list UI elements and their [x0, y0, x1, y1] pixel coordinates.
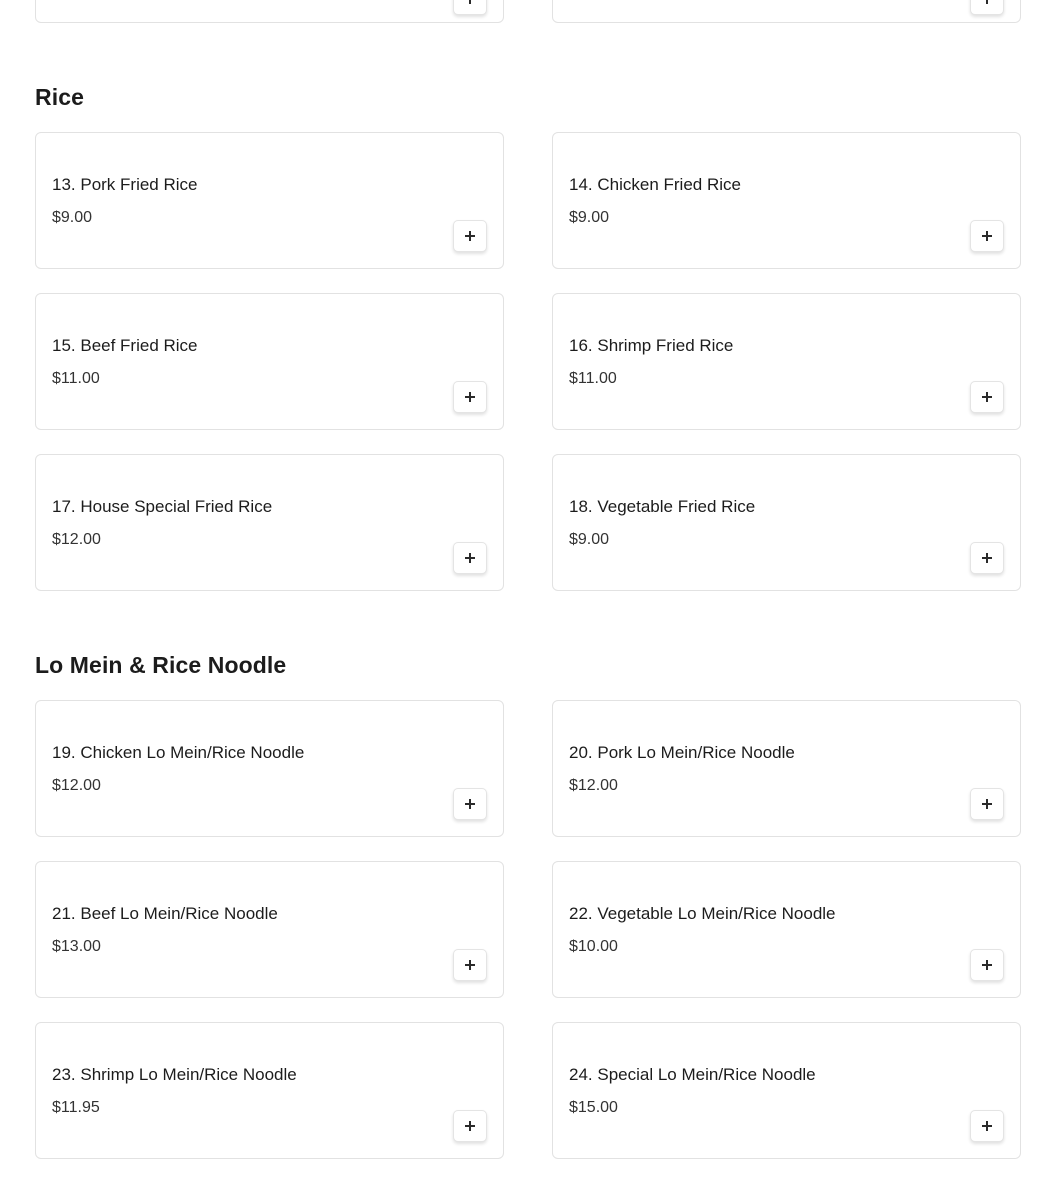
- item-price: $13.00: [52, 938, 101, 955]
- section-title-rice: Rice: [35, 84, 84, 110]
- item-price: $9.00: [569, 209, 610, 226]
- menu-item-card[interactable]: [552, 454, 1021, 591]
- add-item-button[interactable]: [453, 220, 487, 252]
- item-price: $11.00: [569, 370, 617, 387]
- item-name: 24. Special Lo Mein/Rice Noodle: [569, 1065, 816, 1084]
- menu-item-card[interactable]: [552, 293, 1021, 430]
- item-name: 14. Chicken Fried Rice: [569, 175, 741, 194]
- plus-icon: [465, 799, 475, 809]
- item-price: $10.00: [569, 938, 618, 955]
- plus-icon: [465, 960, 475, 970]
- menu-item-card[interactable]: [35, 454, 504, 591]
- add-item-button[interactable]: [453, 0, 487, 15]
- item-price: $15.00: [569, 1099, 618, 1116]
- plus-icon: [982, 231, 992, 241]
- add-item-button[interactable]: [970, 1110, 1004, 1142]
- item-name: 13. Pork Fried Rice: [52, 175, 198, 194]
- item-price: $9.00: [569, 531, 610, 548]
- add-item-button[interactable]: [453, 1110, 487, 1142]
- add-item-button[interactable]: [970, 542, 1004, 574]
- add-item-button[interactable]: [970, 0, 1004, 15]
- item-price: $12.00: [52, 531, 101, 548]
- item-name: 21. Beef Lo Mein/Rice Noodle: [52, 904, 278, 923]
- plus-icon: [982, 392, 992, 402]
- add-item-button[interactable]: [453, 949, 487, 981]
- item-price: $11.00: [52, 370, 100, 387]
- plus-icon: [982, 960, 992, 970]
- menu-item-card[interactable]: [552, 132, 1021, 269]
- item-name: 22. Vegetable Lo Mein/Rice Noodle: [569, 904, 836, 923]
- add-item-button[interactable]: [970, 788, 1004, 820]
- add-item-button[interactable]: [970, 381, 1004, 413]
- menu-item-card[interactable]: [35, 861, 504, 998]
- item-name: 19. Chicken Lo Mein/Rice Noodle: [52, 743, 305, 762]
- item-name: 15. Beef Fried Rice: [52, 336, 198, 355]
- item-name: 23. Shrimp Lo Mein/Rice Noodle: [52, 1065, 297, 1084]
- plus-icon: [465, 231, 475, 241]
- item-name: 20. Pork Lo Mein/Rice Noodle: [569, 743, 795, 762]
- menu-item-card[interactable]: [552, 700, 1021, 837]
- item-name: 16. Shrimp Fried Rice: [569, 336, 734, 355]
- add-item-button[interactable]: [970, 949, 1004, 981]
- item-price: $12.00: [569, 777, 618, 794]
- plus-icon: [465, 1121, 475, 1131]
- plus-icon: [465, 553, 475, 563]
- plus-icon: [465, 0, 475, 4]
- menu-item-card[interactable]: [35, 293, 504, 430]
- menu-item-card[interactable]: [35, 0, 504, 23]
- item-price: $9.00: [52, 209, 93, 226]
- menu-item-card[interactable]: [552, 1022, 1021, 1159]
- menu-item-card[interactable]: [35, 700, 504, 837]
- plus-icon: [982, 1121, 992, 1131]
- add-item-button[interactable]: [453, 381, 487, 413]
- menu-item-card[interactable]: [552, 861, 1021, 998]
- add-item-button[interactable]: [453, 542, 487, 574]
- section-title-lo-mein: Lo Mein & Rice Noodle: [35, 652, 287, 678]
- plus-icon: [982, 553, 992, 563]
- plus-icon: [982, 0, 992, 4]
- menu-item-card[interactable]: [35, 132, 504, 269]
- add-item-button[interactable]: [970, 220, 1004, 252]
- item-price: $12.00: [52, 777, 101, 794]
- menu-item-card[interactable]: [552, 0, 1021, 23]
- item-price: $11.95: [52, 1099, 100, 1116]
- item-name: 17. House Special Fried Rice: [52, 497, 273, 516]
- plus-icon: [982, 799, 992, 809]
- menu-item-card[interactable]: [35, 1022, 504, 1159]
- item-name: 18. Vegetable Fried Rice: [569, 497, 756, 516]
- add-item-button[interactable]: [453, 788, 487, 820]
- plus-icon: [465, 392, 475, 402]
